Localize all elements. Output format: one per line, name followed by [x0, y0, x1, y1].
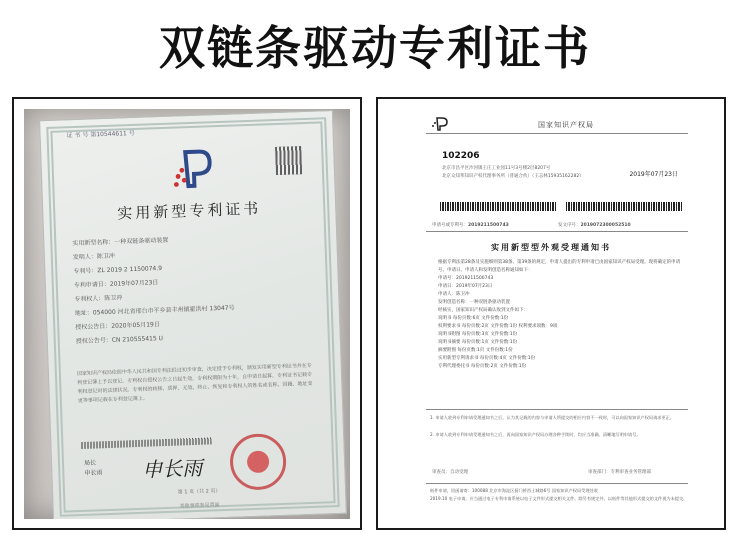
issue-number: 发文序号：2019072300052510: [558, 223, 631, 228]
signatory-name: 申长雨: [84, 469, 103, 477]
signatory-title: 局长: [83, 459, 97, 467]
notice-logo-icon: [430, 117, 448, 131]
certificate-frame: [12, 97, 362, 530]
application-number: 申请号或专利号：2019211500743: [432, 223, 509, 228]
certificate-body-text: 国家知识产权局依照中华人民共和国专利法经过初步审查，决定授予专利权，颁发实用新型专利证书并在专利登记簿上予以登记。专利权自授权公告之日起生效。专利权期限为十年，自申请日起算。专利证书记载专利权登记时的法律状况。专利权的转移、质押、无效、终止、恢复和专利权人的姓名或名称、国籍、地址变更等事项记载在专利登记簿上。: [76, 362, 313, 405]
examiner-department: 审查部门：专利审查业务管理部: [588, 470, 651, 475]
cert-row-inventor: 发明人：陈卫冲: [72, 252, 115, 262]
sender-line-2: 北京众知邦知识产权代理事务所（普通合伙）（王志林15935162282）: [442, 174, 584, 179]
notice-office-name: 国家知识产权局: [538, 121, 594, 129]
notice-body: 根据专利法第28条及实施细则第38条、第39条的规定，申请人提出的专利申请已由国家知识产权局受理。现将确定的申请号、申请日、申请人和发明创造名称通知如下： 申请号：2019211500743 申请日：2019年07月23日 申请人：陈卫冲 发明创造名称：一种双链条驱动装置 经核实，国家知识产权局确认收到文件如下： 说明书 每份页数:6页 文件份数:1份 权利要求书 每份页数:2页 文件份数:1份 权利要求项数：9项 说明书附图 每份页数:3页 文件份数:1份 说明书摘要 每份页数:1页 文件份数:1份 摘要附图 每份页数:1页 文件份数:1份 实用新型专利请求书 每份页数:4页 文件份数:1份 专利代理委托书 每份页数:2页 文件份数:1份: [438, 260, 681, 369]
page-title: 双链条驱动专利证书: [159, 21, 591, 75]
cert-row-filing-date: 专利申请日：2019年07月23日: [73, 279, 159, 290]
barcode-1: [440, 202, 556, 211]
cert-row-grant-no: 授权公告号：CN 210555415 U: [75, 335, 164, 346]
qr-code: [275, 146, 302, 175]
acceptance-notice: [398, 109, 704, 519]
cert-row-holder: 专利权人：陈卫冲: [74, 294, 123, 304]
notice-date: 2019年07月23日: [629, 171, 678, 178]
certificate-number: 证 书 号 第10544611 号: [66, 129, 135, 140]
barcode-2: [566, 202, 682, 211]
notice-footer: 纸件申请，回函请寄：100088 北京市海淀区蓟门桥西土城路6号 国家知识产权局受理处收 2019.10 电子申请，应当通过电子专利申请系统以电子文件形式提交相关文件。除另有规定外，以纸件等其他形式提交的文件视为未提交。: [430, 488, 688, 501]
cert-row-patent-no: 专利号：ZL 2019 2 1150074.9: [73, 265, 163, 276]
cert-row-grant-date: 授权公告日：2020年05月19日: [75, 321, 160, 332]
sender-line-1: 北京市昌平区沙河镇王庄工业园11号3号楼2层8207号: [442, 166, 551, 171]
cert-row-address: 地址：054000 河北省邢台市平乡县丰州镇霍洪村 13047号: [74, 304, 235, 318]
patent-office-logo-icon: [165, 145, 217, 193]
certificate-title: 实用新型专利证书: [117, 199, 262, 223]
postal-code: 102206: [442, 151, 480, 161]
examiner: 审查员：自动受理: [432, 470, 468, 475]
director-signature: 申长雨: [141, 455, 203, 482]
notice-heading: 实用新型型外观受理通知书: [491, 243, 611, 252]
notice-notes: 1. 申请人收到专利申请受理通知书之后，认为其记载的内容与申请人所提交的相应内容不一致时，可以向国家知识产权局请求更正。 2. 申请人收到专利申请受理通知书之后，再向国家知识产权局办理各种手续时，均应当准确、清晰地写明申请号。: [430, 415, 675, 437]
certificate-footer: 其他事项参见背面: [179, 502, 220, 510]
cert-row-name: 实用新型名称：一种双链条驱动装置: [72, 236, 169, 248]
certificate-photo: [24, 109, 350, 519]
certificate-page-number: 第 1 页（共 2 页）: [177, 488, 221, 496]
patent-certificate: [39, 110, 347, 519]
notice-frame: [376, 97, 726, 530]
